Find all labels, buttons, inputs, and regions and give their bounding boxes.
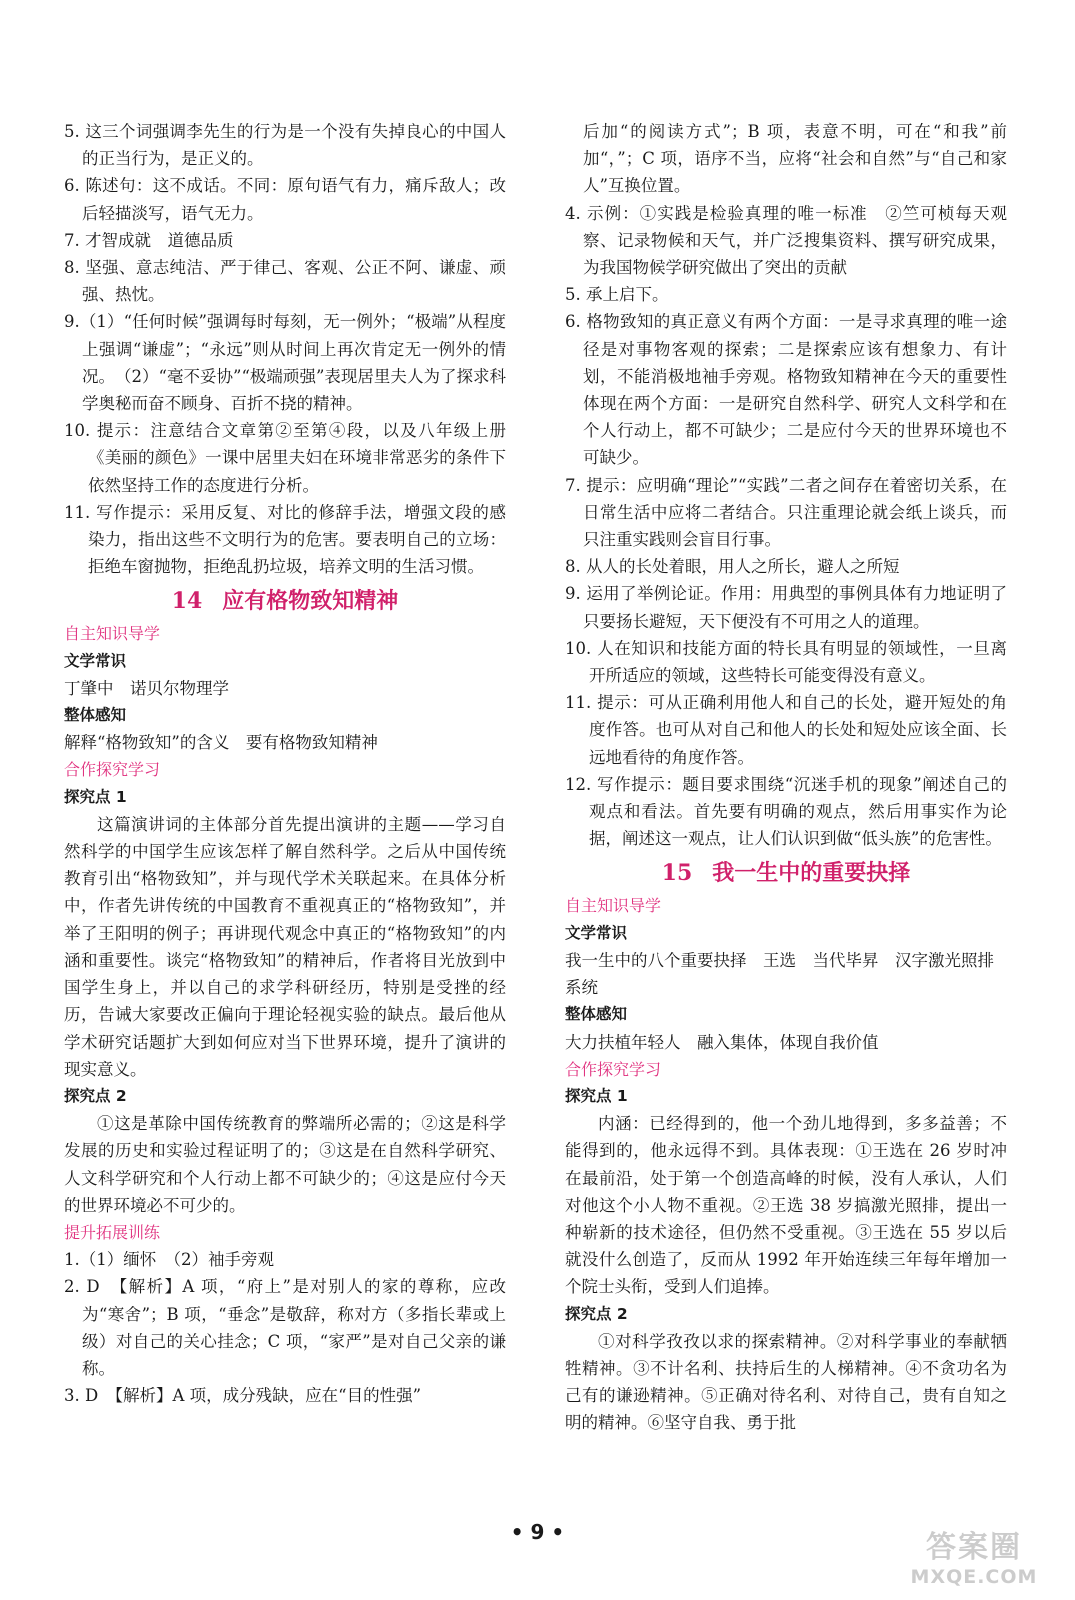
inquiry-point-text: ①这是革除中国传统教育的弊端所必需的；②这是科学发展的历史和实验过程证明了的；③这是在自然科学研究、人文科学研究和个人行动上都不可缺少的；④这是应付今天的世界环境必不可少的。 bbox=[64, 1114, 506, 1215]
page-number: • 9 • bbox=[510, 1520, 565, 1544]
inquiry-point-title: 探究点 1 bbox=[565, 1086, 628, 1105]
inquiry-point-title: 探究点 1 bbox=[64, 787, 127, 806]
watermark-text: 答案圈 bbox=[926, 1530, 1022, 1565]
left-column bbox=[64, 118, 506, 1409]
answer-item: 7. 才智成就 道德品质 bbox=[64, 230, 234, 250]
answer-item: 12. 写作提示：题目要求围绕“沉迷手机的现象”阐述自己的观点和看法。首先要有明确的观点，然后用事实作为论据，阐述这一观点，让人们认识到做“低头族”的危害性。 bbox=[565, 774, 1007, 849]
section-title: 自主知识导学 bbox=[64, 624, 161, 644]
lesson-number: 15 bbox=[661, 860, 693, 887]
answer-item: 11. 提示：可从正确利用他人和自己的长处，避开短处的角度作答。也可从对自己和他人的长处和短处应该全面、长远地看待的角度作答。 bbox=[565, 693, 1007, 767]
continued-text: 后加“的阅读方式”；B 项，表意不明，可在“和我”前加“，”；C 项，语序不当，应将“社会和自然”与“自己和家人”互换位置。 bbox=[583, 122, 1007, 196]
answer-item: 9. 运用了举例论证。作用：用典型的事例具体有力地证明了只要扬长避短，天下便没有不可用之人的道理。 bbox=[565, 584, 1007, 631]
answer-item: 8. 坚强、意志纯洁、严于律己、客观、公正不阿、谦虚、顽强、热忱。 bbox=[64, 258, 506, 305]
answer-item: 5. 承上启下。 bbox=[565, 285, 669, 305]
exercise-item: 2. D 【解析】A 项，“府上”是对别人的家的尊称，应改为“寒舍”；B 项，“垂念”是敬辞，称对方（多指长辈或上级）对自己的关心挂念；C 项，“家严”是对自己父亲的谦称。 bbox=[64, 1277, 506, 1378]
answer-item: 4. 示例：①实践是检验真理的唯一标准 ②竺可桢每天观察、记录物候和天气，并广泛搜集资料、撰写研究成果，为我国物候学研究做出了突出的贡献 bbox=[565, 203, 1007, 278]
subsection-title: 文学常识 bbox=[64, 651, 127, 670]
answer-item: 6. 格物致知的真正意义有两个方面：一是寻求真理的唯一途径是对事物客观的探索；二是探索应该有想象力、有计划，不能消极地袖手旁观。格物致知精神在今天的重要性体现在两个方面：一是研究自然科学、研究人文科学和在个人行动上，都不可缺少；二是应付今天的世界环境也不可缺少。 bbox=[565, 312, 1007, 468]
answer-item: 8. 从人的长处着眼，用人之所长，避人之所短 bbox=[565, 557, 900, 577]
lesson-15-heading bbox=[565, 856, 1007, 890]
lesson-14-heading bbox=[64, 584, 506, 618]
overall-perception: 解释“格物致知”的含义 要有格物致知精神 bbox=[64, 733, 378, 753]
inquiry-point-text: 这篇演讲词的主体部分首先提出演讲的主题——学习自然科学的中国学生应该怎样了解自然科学。之后从中国传统教育引出“格物致知”，并与现代学术关联起来。在具体分析中，作者先讲传统的中国教育不重视真正的“格物致知”，并举了王阳明的例子；再讲现代观念中真正的“格物致知”的内涵和重要性。谈完“格物致知”的精神后，作者将目光放到中国学生身上，并以自己的求学科研经历，特别是受挫的经历，告诫大家要改正偏向于理论轻视实验的缺点。最后他从学术研究话题扩大到如何应对当下世界环境，提升了演讲的现实意义。 bbox=[64, 814, 506, 1079]
right-column bbox=[565, 118, 1007, 1437]
lesson-title: 我一生中的重要抉择 bbox=[712, 860, 911, 887]
inquiry-point-title: 探究点 2 bbox=[565, 1304, 628, 1323]
answer-item: 11. 写作提示：采用反复、对比的修辞手法，增强文段的感染力，指出这些不文明行为的危害。要表明自己的立场：拒绝车窗抛物，拒绝乱扔垃圾，培养文明的生活习惯。 bbox=[64, 502, 506, 577]
answer-item: 10. 人在知识和技能方面的特长具有明显的领域性，一旦离开所适应的领域，这些特长可能变得没有意义。 bbox=[565, 638, 1007, 686]
subsection-title: 整体感知 bbox=[64, 706, 127, 725]
answer-item: 10. 提示：注意结合文章第②至第④段，以及八年级上册《美丽的颜色》一课中居里夫妇在环境非常恶劣的条件下依然坚持工作的态度进行分析。 bbox=[64, 421, 506, 495]
lesson-title: 应有格物致知精神 bbox=[222, 588, 399, 615]
answer-item: 5. 这三个词强调李先生的行为是一个没有失掉良心的中国人的正当行为，是正义的。 bbox=[64, 122, 506, 169]
overall-perception: 大力扶植年轻人 融入集体，体现自我价值 bbox=[565, 1032, 879, 1052]
exercise-item: 3. D 【解析】A 项，成分残缺，应在“目的性强” bbox=[64, 1386, 421, 1406]
literature-info: 丁肇中 诺贝尔物理学 bbox=[64, 678, 229, 698]
answer-item: 9.（1）“任何时候”强调每时每刻，无一例外；“极端”从程度上强调“谦虚”；“永远”则从时间上再次肯定无一例外的情况。 （2）“毫不妥协”“极端顽强”表现居里夫人为了探求科学奥秘而奋不顾身、百折不挠的精神。 bbox=[64, 312, 506, 414]
section-title: 合作探究学习 bbox=[64, 760, 161, 780]
answer-item: 6. 陈述句：这不成话。不同：原句语气有力，痛斥敌人；改后轻描淡写，语气无力。 bbox=[64, 176, 506, 223]
watermark-logo bbox=[899, 1530, 1049, 1594]
lesson-number: 14 bbox=[171, 588, 203, 615]
subsection-title: 整体感知 bbox=[565, 1005, 628, 1024]
section-title: 自主知识导学 bbox=[565, 896, 662, 916]
subsection-title: 文学常识 bbox=[565, 923, 628, 942]
section-title: 合作探究学习 bbox=[565, 1059, 662, 1079]
literature-info: 我一生中的八个重要抉择 王选 当代毕昇 汉字激光照排系统 bbox=[565, 950, 994, 998]
inquiry-point-text: 内涵：已经得到的，他一个劲儿地得到，多多益善；不能得到的，他永远得不到。具体表现：①王选在 26 岁时冲在最前沿，处于第一个创造高峰的时候，没有人承认，人们对他这个小人物不重视。②王选 38 岁搞激光照排，提出一种崭新的技术途径，但仍然不受重视。③王选在 55 岁以后就没什么创造了，反而从 1992 年开始连续三年每年增加一个院士头衔，受到人们追捧。 bbox=[565, 1114, 1007, 1297]
inquiry-point-text: ①对科学孜孜以求的探索精神。②对科学事业的奉献牺牲精神。③不计名利、扶持后生的人梯精神。④不贪功名为己有的谦逊精神。⑤正确对待名利、对待自己，贵有自知之明的精神。⑥坚守自我、勇于批 bbox=[565, 1331, 1007, 1433]
watermark-url: MXQE.COM bbox=[910, 1566, 1038, 1588]
section-title: 提升拓展训练 bbox=[64, 1222, 161, 1242]
answer-item: 7. 提示：应明确“理论”“实践”二者之间存在着密切关系，在日常生活中应将二者结合。只注重理论就会纸上谈兵，而只注重实践则会盲目行事。 bbox=[565, 475, 1007, 550]
exercise-item: 1.（1）缅怀 （2）袖手旁观 bbox=[64, 1250, 274, 1270]
inquiry-point-title: 探究点 2 bbox=[64, 1086, 127, 1105]
